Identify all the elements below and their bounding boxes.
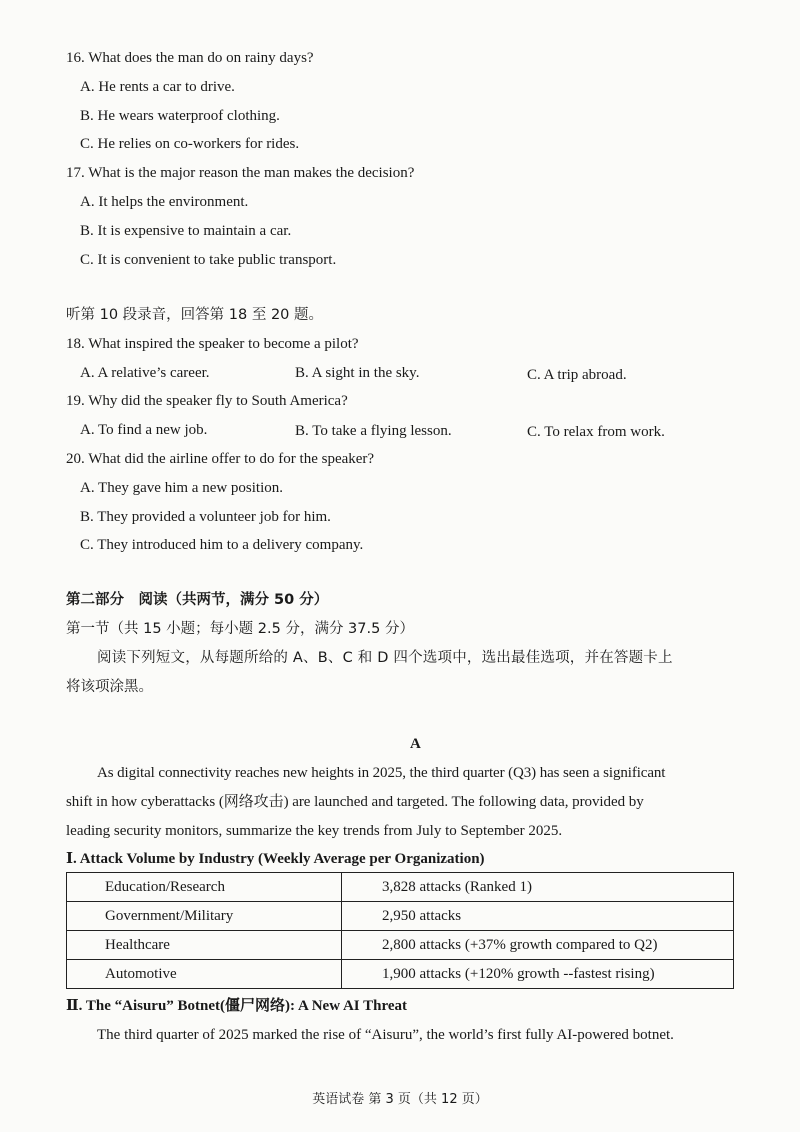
section-10-instruction: 听第 10 段录音，回答第 18 至 20 题。 (66, 307, 324, 323)
table-row (67, 873, 734, 902)
passage-label: A (410, 736, 421, 752)
section-1-instruction: 阅读下列短文，从每题所给的 A、B、C 和 D 四个选项中，选出最佳选项，并在答题卡上 (97, 650, 673, 666)
question-18-stem: 18. What inspired the speaker to become a pilot? (66, 336, 359, 352)
question-20-option-c: C. They introduced him to a delivery company. (80, 537, 364, 553)
section-1-title: 第一节（共 15 小题；每小题 2.5 分，满分 37.5 分） (66, 621, 414, 637)
table-cell-attacks: 2,950 attacks (342, 902, 734, 931)
table-cell-industry: Government/Military (67, 902, 342, 931)
page-footer: 英语试卷 第 3 页（共 12 页） (312, 1092, 488, 1107)
table-cell-industry: Healthcare (67, 931, 342, 960)
question-16-option-b: B. He wears waterproof clothing. (80, 108, 280, 124)
question-19-option-c: C. To relax from work. (527, 424, 665, 440)
table-row (67, 960, 734, 989)
question-17-option-c: C. It is convenient to take public transport. (80, 252, 337, 268)
question-19-stem: 19. Why did the speaker fly to South America? (66, 393, 348, 409)
question-20-option-b: B. They provided a volunteer job for him. (80, 509, 331, 525)
passage-intro-line-3: leading security monitors, summarize the key trends from July to September 2025. (66, 823, 563, 839)
question-16-option-c: C. He relies on co-workers for rides. (80, 136, 300, 152)
question-20-stem: 20. What did the airline offer to do for the speaker? (66, 451, 375, 467)
botnet-heading: Ⅱ. The “Aisuru” Botnet(僵尸网络): A New AI Threat (66, 998, 407, 1014)
table-heading: Ⅰ. Attack Volume by Industry (Weekly Average per Organization) (66, 851, 485, 867)
question-16-stem: 16. What does the man do on rainy days? (66, 50, 314, 66)
question-19-option-a: A. To find a new job. (80, 422, 208, 438)
question-17-stem: 17. What is the major reason the man makes the decision? (66, 165, 415, 181)
passage-intro-line-1: As digital connectivity reaches new heights in 2025, the third quarter (Q3) has seen a significant (97, 765, 666, 781)
question-17-option-b: B. It is expensive to maintain a car. (80, 223, 292, 239)
table-row (67, 902, 734, 931)
botnet-text: The third quarter of 2025 marked the rise of “Aisuru”, the world’s first fully AI-powered botnet. (97, 1027, 674, 1043)
question-18-option-a: A. A relative’s career. (80, 365, 210, 381)
section-1-instruction-continued: 将该项涂黑。 (66, 679, 153, 695)
table-cell-attacks: 1,900 attacks (+120% growth --fastest rising) (342, 960, 734, 989)
question-19-option-b: B. To take a flying lesson. (295, 423, 452, 439)
table-cell-attacks: 3,828 attacks (Ranked 1) (342, 873, 734, 902)
table-cell-industry: Automotive (67, 960, 342, 989)
table-cell-attacks: 2,800 attacks (+37% growth compared to Q2) (342, 931, 734, 960)
table-row (67, 931, 734, 960)
question-18-option-b: B. A sight in the sky. (295, 365, 420, 381)
part-2-title: 第二部分 阅读（共两节，满分 50 分） (66, 592, 329, 608)
table-cell-industry: Education/Research (67, 873, 342, 902)
question-17-option-a: A. It helps the environment. (80, 194, 249, 210)
question-20-option-a: A. They gave him a new position. (80, 480, 284, 496)
passage-intro-line-2: shift in how cyberattacks (网络攻击) are launched and targeted. The following data, provided by (66, 794, 644, 810)
attack-volume-table (66, 872, 734, 989)
question-18-option-c: C. A trip abroad. (527, 367, 627, 383)
question-16-option-a: A. He rents a car to drive. (80, 79, 235, 95)
